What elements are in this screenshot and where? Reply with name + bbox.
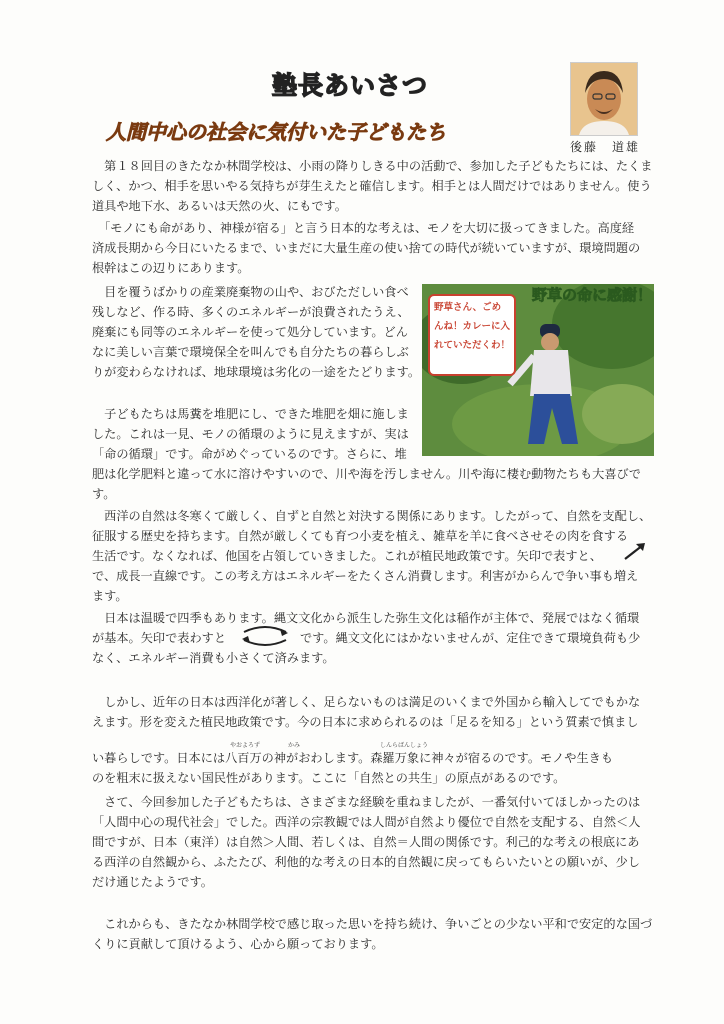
- text-line: りが変わらなければ、地球環境は劣化の一途をたどります。: [92, 365, 421, 379]
- text-line: 根幹はこの辺りにあります。: [92, 261, 250, 275]
- text-line: です。縄文文化にはかないませんが、定住できて環境負荷も少: [300, 631, 641, 645]
- text-line: した。これは一見、モノの循環のように見えますが、実は: [92, 427, 409, 441]
- text-line: 間ですが、日本（東洋）は自然＞人間、若しくは、自然＝人間の関係です。利己的な考えの根底にあ: [92, 835, 640, 849]
- text-line: しかし、近年の日本は西洋化が著しく、足らないものは満足のいくまで外国から輸入してでもかな: [92, 695, 641, 709]
- text-line: のを粗末に扱えない国民性があります。ここに「自然との共生」の原点があるのです。: [92, 771, 566, 785]
- text-line: しく、かつ、相手を思いやる気持ちが芽生えたと確信します。相手とは人間だけではありません。使う: [92, 179, 652, 193]
- ruby-kami: かみ: [288, 742, 301, 749]
- speech-bubble: 野草さん、ごめんね！カレーに入れていただくわ！: [428, 294, 516, 376]
- page-subtitle: 人間中心の社会に気付いた子どもたち: [106, 120, 446, 144]
- text-line: る西洋の自然観から、ふたたび、利他的な考えの日本的自然観に戻ってもらいたいとの願いが、少し: [92, 855, 640, 869]
- text-line: す。: [92, 487, 116, 501]
- text-line: 目を覆うばかりの産業廃棄物の山や、おびただしい食べ: [92, 285, 409, 299]
- text-line: が基本。矢印で表わすと: [92, 631, 227, 645]
- text-line: 第１８回目のきたなか林間学校は、小雨の降りしきる中の活動で、参加した子どもたちには、たくま: [92, 159, 653, 173]
- ruby-yaoyorozu: やおよろず: [230, 742, 261, 749]
- author-portrait: [570, 62, 638, 136]
- cycle-arrows-icon: [236, 624, 294, 648]
- photo-caption: 野草の命に感謝！: [531, 286, 652, 304]
- text-line: さて、今回参加した子どもたちは、さまざまな経験を重ねましたが、一番気付いてほしかったのは: [92, 795, 641, 809]
- text-line: 「命の循環」です。命がめぐっているのです。さらに、堆: [92, 447, 407, 461]
- text-line: で、成長一直線です。この考え方はエネルギーをたくさん消費します。利害がからんで争い事も増え: [92, 569, 639, 583]
- text-line: 生活です。なくなれば、他国を占領していきました。これが植民地政策です。矢印で表すと、: [92, 549, 602, 563]
- text-line: 「モノにも命があり、神様が宿る」と言う日本的な考えは、モノを大切に扱ってきました。高度経: [92, 221, 635, 235]
- author-name: 後藤 道雄: [570, 140, 641, 154]
- text-line: 済成長期から今日にいたるまで、いまだに大量生産の使い捨ての時代が続いていますが、環境問題の: [92, 241, 641, 255]
- page-title: 塾長あいさつ: [271, 71, 428, 100]
- text-line: 子どもたちは馬糞を堆肥にし、できた堆肥を畑に施しま: [92, 407, 409, 421]
- text-line: だけ通じたようです。: [92, 875, 213, 889]
- text-line: ます。: [92, 589, 128, 603]
- text-line: い暮らしです。日本には八百万の神がおわします。森羅万象に神々が宿るのです。モノや生きも: [92, 751, 614, 765]
- text-line: 道具や地下水、あるいは天然の火、にもです。: [92, 199, 347, 213]
- text-line: 日本は温暖で四季もあります。縄文文化から派生した弥生文化は稲作が主体で、発展ではなく循環: [92, 611, 640, 625]
- text-line: なに美しい言葉で環境保全を叫んでも自分たちの暮らしぶ: [92, 345, 409, 359]
- text-line: なく、エネルギー消費も小さくて済みます。: [92, 651, 335, 665]
- text-line: 西洋の自然は冬寒くて厳しく、自ずと自然と対決する関係にあります。したがって、自然を支配し、: [92, 509, 652, 523]
- text-line: 征服する歴史を持ちます。自然が厳しくても育つ小麦を植え、雑草を羊に食べさせその肉を食する: [92, 529, 629, 543]
- arrow-up-right-icon: [622, 540, 648, 562]
- text-line: 廃棄にも同等のエネルギーを使って処分しています。どん: [92, 325, 408, 339]
- text-line: 肥は化学肥料と違って水に溶けやすいので、川や海を汚しません。川や海に棲む動物たちも大喜びで: [92, 467, 641, 481]
- text-line: 残しなど、作る時、多くのエネルギーが浪費されたうえ、: [92, 305, 410, 319]
- text-line: 「人間中心の現代社会」でした。西洋の宗教観では人間が自然より優位で自然を支配する、自然＜人: [92, 815, 641, 829]
- text-line: これからも、きたなか林間学校で感じ取った思いを持ち続け、争いごとの少ない平和で安定的な国づ: [92, 917, 653, 931]
- text-line: えます。形を変えた植民地政策です。今の日本に求められるのは「足るを知る」という質素で慎まし: [92, 715, 639, 729]
- ruby-shinrabansho: しんらばんしょう: [380, 742, 429, 749]
- text-line: くりに貢献して頂けるよう、心から願っております。: [92, 937, 384, 951]
